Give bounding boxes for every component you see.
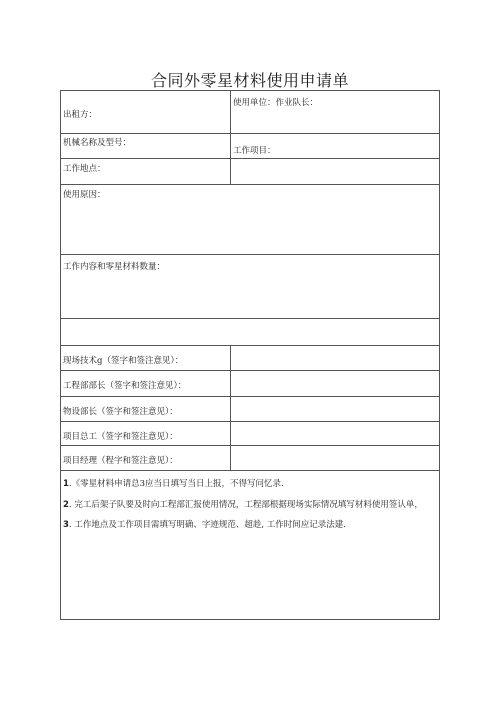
note-number: 2 bbox=[63, 500, 69, 510]
application-form bbox=[60, 90, 440, 620]
user-unit-cell[interactable] bbox=[231, 91, 439, 133]
sign-label-cell bbox=[61, 446, 231, 470]
machine-cell[interactable] bbox=[61, 134, 231, 158]
form-row-content[interactable] bbox=[61, 255, 439, 319]
location-label: 工作地点： bbox=[63, 164, 106, 174]
sign-label-cell bbox=[61, 346, 231, 370]
location-cell[interactable] bbox=[61, 159, 231, 184]
sign-label-cell bbox=[61, 371, 231, 396]
note-number: 1 bbox=[63, 479, 69, 489]
sign-label: 项目经理（程字和签注意见）： bbox=[63, 456, 178, 466]
sign-row-site-tech bbox=[61, 346, 439, 371]
sign-field[interactable] bbox=[231, 346, 439, 370]
form-row-location bbox=[61, 159, 439, 185]
sign-label: 工程部部长（签字和签注意见）： bbox=[63, 381, 187, 391]
sign-row-engineering bbox=[61, 371, 439, 397]
sign-row-project-manager bbox=[61, 446, 439, 471]
content-label: 工作内容和零星材料数量： bbox=[63, 262, 166, 272]
form-row-machine bbox=[61, 134, 439, 159]
form-row-reason[interactable] bbox=[61, 185, 439, 255]
reason-label: 使用原因： bbox=[63, 190, 106, 200]
sign-label: 现场技术g（签字和签注意见）： bbox=[63, 356, 184, 366]
sign-label-cell bbox=[61, 397, 231, 421]
work-item-cell[interactable] bbox=[231, 134, 439, 158]
note-item bbox=[63, 477, 284, 489]
work-item-label: 工作项目： bbox=[233, 146, 276, 156]
form-title: 合同外零星材料使用申请单 bbox=[150, 71, 349, 90]
lessor-cell[interactable] bbox=[61, 91, 231, 133]
form-row-lessor bbox=[61, 91, 439, 134]
note-item bbox=[63, 518, 346, 530]
sign-row-chief-engineer bbox=[61, 422, 439, 446]
sign-field[interactable] bbox=[231, 422, 439, 445]
note-text: . 完工后架子队要及时向工程部汇报使用情况，工程部根据现场实际情况填写材料使用签认单， bbox=[68, 500, 423, 510]
sign-row-materials bbox=[61, 397, 439, 422]
sign-label: 物设部长（签字和签注意见）： bbox=[63, 407, 178, 417]
sign-label-cell bbox=[61, 422, 231, 445]
lessor-label: 出租方： bbox=[63, 110, 98, 120]
machine-label: 机械名称及型号： bbox=[63, 138, 132, 148]
note-text: .《零星材料申请总3应当日填写当日上报，不得写问忆录. bbox=[68, 479, 284, 489]
note-item bbox=[63, 498, 423, 510]
sign-label: 项目总工（签字和签注意见）： bbox=[63, 432, 178, 442]
sign-field[interactable] bbox=[231, 446, 439, 470]
sign-field[interactable] bbox=[231, 371, 439, 396]
location-right-cell[interactable] bbox=[231, 159, 439, 184]
sign-field[interactable] bbox=[231, 397, 439, 421]
form-row-blank[interactable] bbox=[61, 319, 439, 346]
user-unit-label: 使用单位：作业队长： bbox=[233, 98, 319, 108]
note-text: . 工作地点及工作项目需填写明确、字迹规范、超趁, 工作时间应记录法建. bbox=[68, 520, 346, 530]
note-number: 3 bbox=[63, 520, 69, 530]
notes-section bbox=[61, 471, 439, 621]
